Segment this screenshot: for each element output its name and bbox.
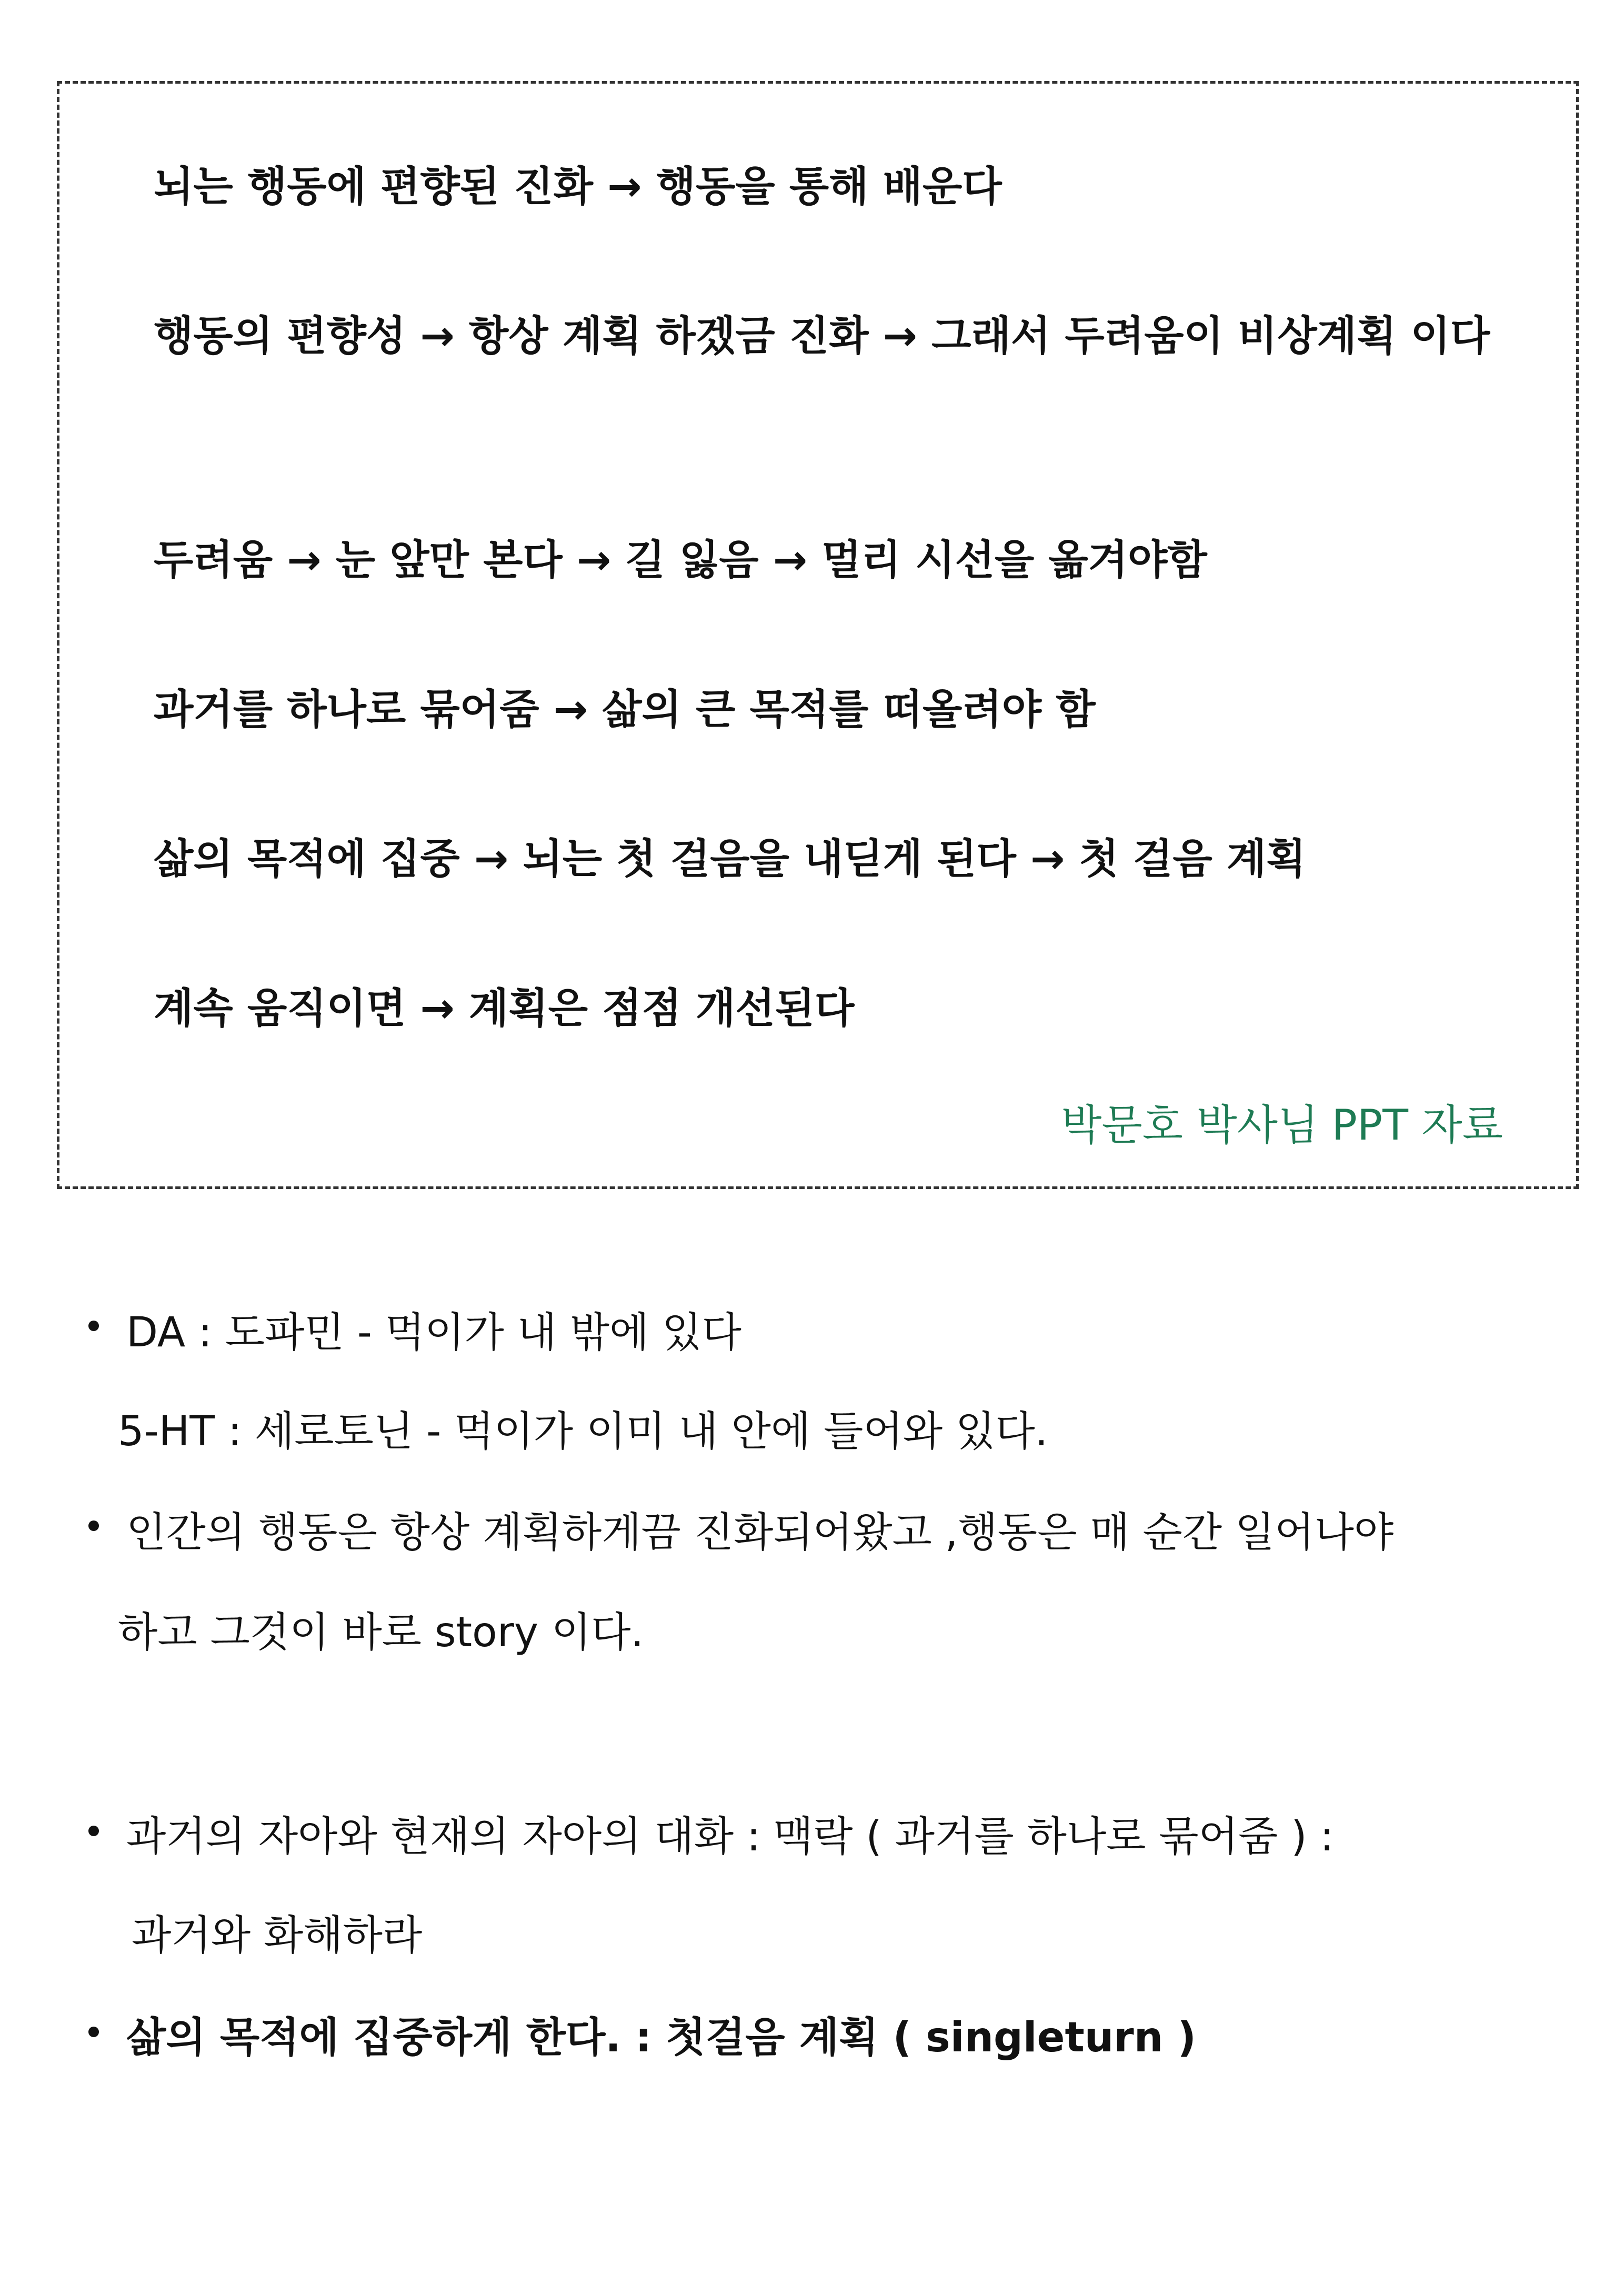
slide-line-6: 계속 움직이면 → 계획은 점점 개선된다 — [154, 985, 855, 1032]
note-serotonin: 5-HT : 세로토닌 - 먹이가 이미 내 안에 들어와 있다. — [118, 1408, 1048, 1455]
bullet-dot-2 — [88, 1520, 99, 1531]
slide-line-3: 두려움 → 눈 앞만 본다 → 길 잃음 → 멀리 시선을 옮겨야함 — [154, 537, 1207, 584]
note-behavior-line-2: 하고 그것이 바로 story 이다. — [118, 1609, 644, 1656]
note-life-purpose: 삶의 목적에 집중하게 한다. : 첫걸음 계획 ( singleturn ) — [126, 2014, 1197, 2061]
note-self-dialogue-line-2: 과거와 화해하라 — [132, 1912, 423, 1959]
slide-line-4: 과거를 하나로 묶어줌 → 삶의 큰 목적를 떠올려야 함 — [154, 686, 1096, 733]
bullet-dot-1 — [88, 1321, 99, 1331]
note-behavior-line-1: 인간의 행동은 항상 계획하게끔 진화되어왔고 ,행동은 매 순간 일어나야 — [126, 1509, 1394, 1556]
bullet-dot-3 — [88, 1826, 99, 1836]
note-self-dialogue-line-1: 과거의 자아와 현재의 자아의 대화 : 맥락 ( 과거를 하나로 묶어줌 ) : — [126, 1813, 1334, 1860]
source-credit: 박문호 박사님 PPT 자료 — [1061, 1101, 1503, 1150]
slide-line-2: 행동의 편향성 → 항상 계획 하겠금 진화 → 그래서 두려움이 비상계획 이다 — [154, 313, 1490, 360]
slide-line-1: 뇌는 행동에 편향된 진화 → 행동을 통해 배운다 — [154, 163, 1002, 210]
bullet-dot-4 — [88, 2027, 99, 2037]
note-dopamine: DA : 도파민 - 먹이가 내 밖에 있다 — [126, 1309, 741, 1356]
slide-line-5: 삶의 목적에 집중 → 뇌는 첫 걸음을 내딛게 된다 → 첫 걸음 계획 — [154, 835, 1306, 883]
